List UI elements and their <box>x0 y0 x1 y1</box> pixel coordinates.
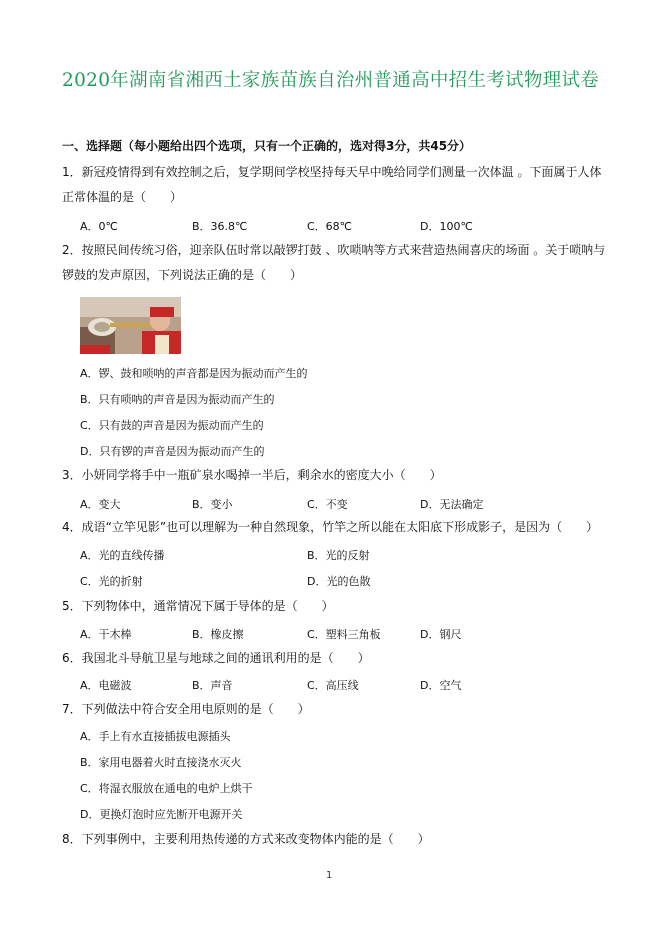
suona-band-photo <box>80 297 181 354</box>
option-a: A．变大 <box>80 498 121 511</box>
question-number: 2． <box>62 243 82 257</box>
option-d: D．无法确定 <box>420 498 484 511</box>
question-text: 按照民间传统习俗，迎亲队伍时常以敲锣打鼓 、吹唢呐等方式来营造热闹喜庆的场面 。关于唢呐与锣鼓的发声原因，下列说法正确的是（ ） <box>62 243 606 282</box>
question-number: 1． <box>62 165 82 179</box>
option-c: C．塑料三角板 <box>307 628 381 641</box>
option-b: B．橡皮擦 <box>192 628 244 641</box>
question-text: 新冠疫情得到有效控制之后，复学期间学校坚持每天早中晚给同学们测量一次体温 。下面属于人体正常体温的是（ ） <box>62 165 602 204</box>
option-b: B．家用电器着火时直接浇水灭火 <box>80 756 242 769</box>
question-text: 下列事例中，主要利用热传递的方式来改变物体内能的是（ ） <box>81 832 430 846</box>
question-number: 5． <box>62 599 82 613</box>
question-number: 4． <box>62 520 82 534</box>
question-1 <box>62 160 610 210</box>
question-4 <box>62 515 610 540</box>
option-b: B．声音 <box>192 679 233 692</box>
option-a: A．电磁波 <box>80 679 132 692</box>
option-d: D．钢尺 <box>420 628 462 641</box>
question-text: 下列做法中符合安全用电原则的是（ ） <box>81 702 310 716</box>
option-c: C．高压线 <box>307 679 359 692</box>
question-3 <box>62 463 610 488</box>
option-a: A．锣、鼓和唢呐的声音都是因为振动而产生的 <box>80 367 308 380</box>
question-text: 小妍同学将手中一瓶矿泉水喝掉一半后，剩余水的密度大小（ ） <box>81 468 442 482</box>
option-b: B．只有唢呐的声音是因为振动而产生的 <box>80 393 275 406</box>
option-a: A．0℃ <box>80 220 118 233</box>
option-a: A．光的直线传播 <box>80 549 165 562</box>
question-text: 下列物体中，通常情况下属于导体的是（ ） <box>81 599 334 613</box>
question-text: 成语“立竿见影”也可以理解为一种自然现象，竹竿之所以能在太阳底下形成影子，是因为（ ） <box>81 520 599 534</box>
question-6 <box>62 646 610 671</box>
option-d: D．更换灯泡时应先断开电源开关 <box>80 808 243 821</box>
option-c: C．将湿衣服放在通电的电炉上烘干 <box>80 782 253 795</box>
option-b: B．光的反射 <box>307 549 370 562</box>
option-c: C．不变 <box>307 498 348 511</box>
question-number: 3． <box>62 468 82 482</box>
option-b: B．变小 <box>192 498 233 511</box>
document-title: 2020年湖南省湘西土家族苗族自治州普通高中招生考试物理试卷 <box>62 70 600 91</box>
section-heading: 一、选择题（每小题给出四个选项，只有一个正确的，选对得3分，共45分） <box>62 139 472 153</box>
option-b: B．36.8℃ <box>192 220 248 233</box>
question-number: 6． <box>62 651 82 665</box>
option-d: D．光的色散 <box>307 575 371 588</box>
option-c: C．68℃ <box>307 220 353 233</box>
question-2 <box>62 238 610 288</box>
option-c: C．光的折射 <box>80 575 143 588</box>
option-c: C．只有鼓的声音是因为振动而产生的 <box>80 419 264 432</box>
option-a: A．干木棒 <box>80 628 132 641</box>
page-number: 1 <box>326 870 333 881</box>
option-d: D．100℃ <box>420 220 473 233</box>
question-7 <box>62 697 610 722</box>
question-8 <box>62 827 610 852</box>
option-d: D．空气 <box>420 679 462 692</box>
option-a: A．手上有水直接插拔电源插头 <box>80 730 231 743</box>
option-d: D．只有锣的声音是因为振动而产生的 <box>80 445 265 458</box>
question-text: 我国北斗导航卫星与地球之间的通讯利用的是（ ） <box>81 651 370 665</box>
question-5 <box>62 594 610 619</box>
question-number: 8． <box>62 832 82 846</box>
question-number: 7． <box>62 702 82 716</box>
